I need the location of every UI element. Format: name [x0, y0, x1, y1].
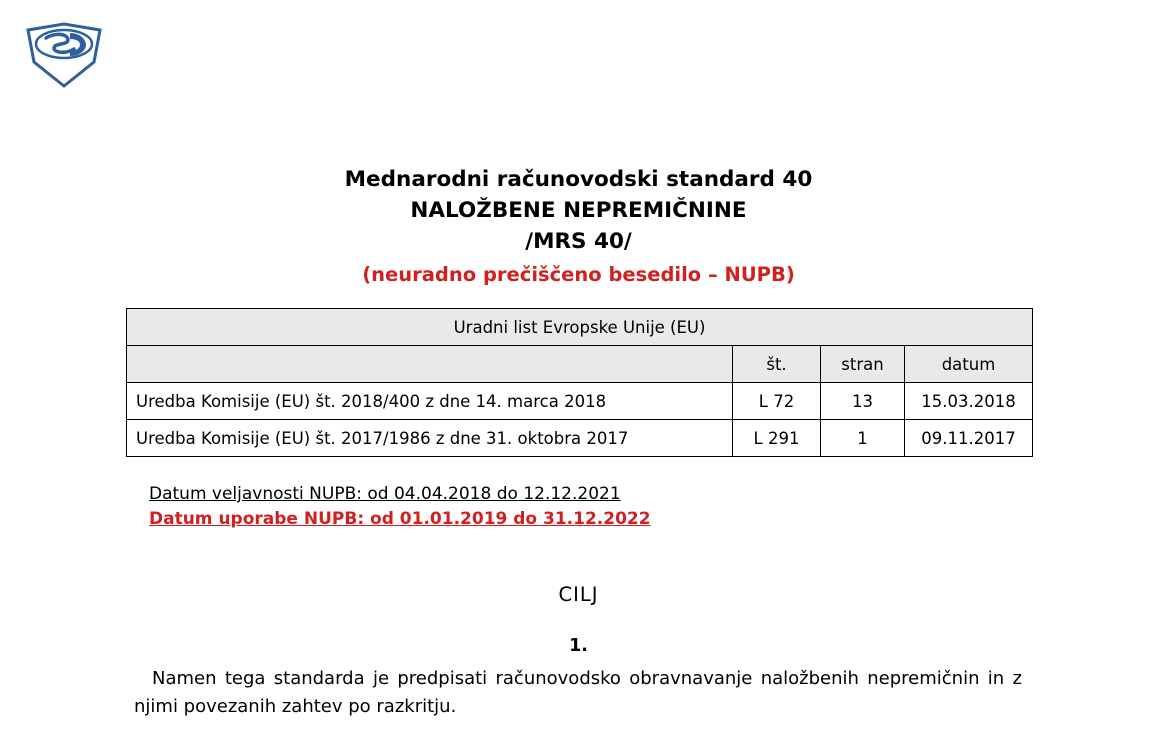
table-cell-date: 09.11.2017	[905, 420, 1033, 457]
table-row	[127, 420, 1033, 457]
table-cell-description: Uredba Komisije (EU) št. 2018/400 z dne 14. marca 2018	[127, 383, 733, 420]
sd-shield-logo	[24, 22, 104, 88]
table-cell-date: 15.03.2018	[905, 383, 1033, 420]
application-date-line: Datum uporabe NUPB: od 01.01.2019 do 31.12.2022	[149, 509, 651, 529]
title-line-1: Mednarodni računovodski standard 40	[344, 167, 813, 192]
paragraph-content: Namen tega standarda je predpisati računovodsko obravnavanje naložbenih nepremičnin in z njimi povezanih zahtev po razkritju.	[134, 668, 1022, 717]
regulations-table	[126, 308, 1033, 457]
table-header-page: stran	[821, 346, 905, 383]
table-header-blank	[127, 346, 733, 383]
paragraph-text	[134, 665, 1022, 721]
table-header-row	[127, 346, 1033, 383]
table-caption-row	[127, 309, 1033, 346]
paragraph-number: 1.	[569, 636, 588, 656]
table-cell-page: 1	[821, 420, 905, 457]
title-subtitle: (neuradno prečiščeno besedilo – NUPB)	[362, 263, 795, 286]
page-title	[0, 164, 1157, 290]
table-cell-page: 13	[821, 383, 905, 420]
title-line-3: /MRS 40/	[525, 229, 632, 254]
table-header-number: št.	[733, 346, 821, 383]
table-cell-description: Uredba Komisije (EU) št. 2017/1986 z dne 31. oktobra 2017	[127, 420, 733, 457]
validity-block	[149, 482, 651, 532]
table-header-date: datum	[905, 346, 1033, 383]
table-row	[127, 383, 1033, 420]
table-caption: Uradni list Evropske Unije (EU)	[127, 309, 1033, 346]
section-heading: CILJ	[558, 583, 599, 606]
table-cell-number: L 72	[733, 383, 821, 420]
validity-date-line: Datum veljavnosti NUPB: od 04.04.2018 do 12.12.2021	[149, 484, 621, 504]
title-line-2: NALOŽBENE NEPREMIČNINE	[410, 198, 747, 223]
table-cell-number: L 291	[733, 420, 821, 457]
